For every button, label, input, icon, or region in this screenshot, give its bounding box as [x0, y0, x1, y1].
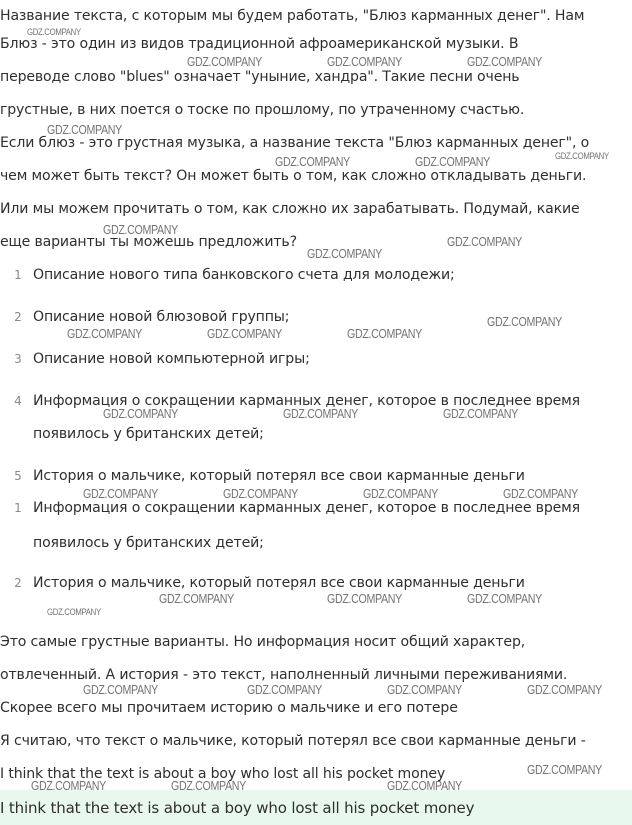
list-item-text: Описание новой блюзовой группы; [33, 309, 290, 325]
list-item-text: Описание новой компьютерной игры; [33, 351, 310, 367]
watermark: GDZ.COMPANY [171, 778, 246, 793]
watermark: GDZ.COMPANY [363, 486, 438, 501]
watermark: GDZ.COMPANY [527, 682, 602, 697]
watermark: GDZ.COMPANY [83, 486, 158, 501]
intro-line: переводе слово "blues" означает "уныние, хандра". Такие песни очень [0, 69, 520, 85]
watermark: GDZ.COMPANY [207, 326, 282, 341]
watermark: GDZ.COMPANY [159, 591, 234, 606]
watermark: GDZ.COMPANY [103, 406, 178, 421]
watermark: GDZ.COMPANY [387, 778, 462, 793]
list-number: 2 [14, 310, 22, 324]
watermark: GDZ.COMPANY [31, 778, 106, 793]
watermark: GDZ.COMPANY [83, 682, 158, 697]
watermark: GDZ.COMPANY [503, 486, 578, 501]
watermark: GDZ.COMPANY [447, 234, 522, 249]
intro-line: Название текста, с которым мы будем работать, "Блюз карманных денег". Нам [0, 8, 585, 24]
answer-highlight [0, 790, 632, 825]
list-item-text: Информация о сокращении карманных денег, которое в последнее время [33, 500, 580, 516]
intro-line: чем может быть текст? Он может быть о том, как сложно откладывать деньги. [0, 168, 587, 184]
answer-text: I think that the text is about a boy who lost all his pocket money [0, 799, 475, 817]
watermark: GDZ.COMPANY [247, 682, 322, 697]
watermark: GDZ.COMPANY [103, 222, 178, 237]
list-number: 1 [14, 501, 22, 515]
list-item-text: История о мальчике, который потерял все свои карманные деньги [33, 575, 525, 591]
conclusion-line: Это самые грустные варианты. Но информация носит общий характер, [0, 634, 526, 650]
watermark: GDZ.COMPANY [555, 151, 609, 162]
list-item-text: появилось у британских детей; [33, 426, 264, 442]
conclusion-line: Скорее всего мы прочитаем историю о мальчике и его потере [0, 700, 458, 716]
list-number: 1 [14, 268, 22, 282]
watermark: GDZ.COMPANY [223, 486, 298, 501]
conclusion-line: Я считаю, что текст о мальчике, который потерял все свои карманные деньги - [0, 733, 586, 749]
watermark: GDZ.COMPANY [415, 154, 490, 169]
watermark: GDZ.COMPANY [67, 326, 142, 341]
watermark: GDZ.COMPANY [27, 27, 81, 38]
watermark: GDZ.COMPANY [47, 607, 101, 618]
list-number: 5 [14, 469, 22, 483]
watermark: GDZ.COMPANY [467, 54, 542, 69]
list-item-text: История о мальчике, который потерял все свои карманные деньги [33, 468, 525, 484]
watermark: GDZ.COMPANY [307, 246, 382, 261]
intro-line: еще варианты ты можешь предложить? [0, 234, 297, 250]
watermark: GDZ.COMPANY [283, 406, 358, 421]
list-number: 4 [14, 394, 22, 408]
intro-line: грустные, в них поется о тоске по прошлому, по утраченному счастью. [0, 102, 525, 118]
list-item-text: Описание нового типа банковского счета для молодежи; [33, 267, 455, 283]
watermark: GDZ.COMPANY [187, 54, 262, 69]
watermark: GDZ.COMPANY [387, 682, 462, 697]
intro-line: Если блюз - это грустная музыка, а название текста "Блюз карманных денег", о [0, 135, 590, 151]
watermark: GDZ.COMPANY [327, 591, 402, 606]
watermark: GDZ.COMPANY [527, 762, 602, 777]
watermark: GDZ.COMPANY [467, 591, 542, 606]
watermark: GDZ.COMPANY [347, 326, 422, 341]
list-number: 3 [14, 352, 22, 366]
intro-line: Блюз - это один из видов традиционной афроамериканской музыки. В [0, 36, 519, 52]
intro-line: Или мы можем прочитать о том, как сложно их зарабатывать. Подумай, какие [0, 201, 580, 217]
watermark: GDZ.COMPANY [275, 154, 350, 169]
list-item-text: появилось у британских детей; [33, 535, 264, 551]
watermark: GDZ.COMPANY [47, 122, 122, 137]
watermark: GDZ.COMPANY [443, 406, 518, 421]
conclusion-line: I think that the text is about a boy who lost all his pocket money [0, 766, 446, 782]
list-item-text: Информация о сокращении карманных денег, которое в последнее время [33, 393, 580, 409]
list-number: 2 [14, 576, 22, 590]
watermark: GDZ.COMPANY [327, 54, 402, 69]
conclusion-line: отвлеченный. А история - это текст, наполненный личными переживаниями. [0, 667, 568, 683]
watermark: GDZ.COMPANY [487, 314, 562, 329]
